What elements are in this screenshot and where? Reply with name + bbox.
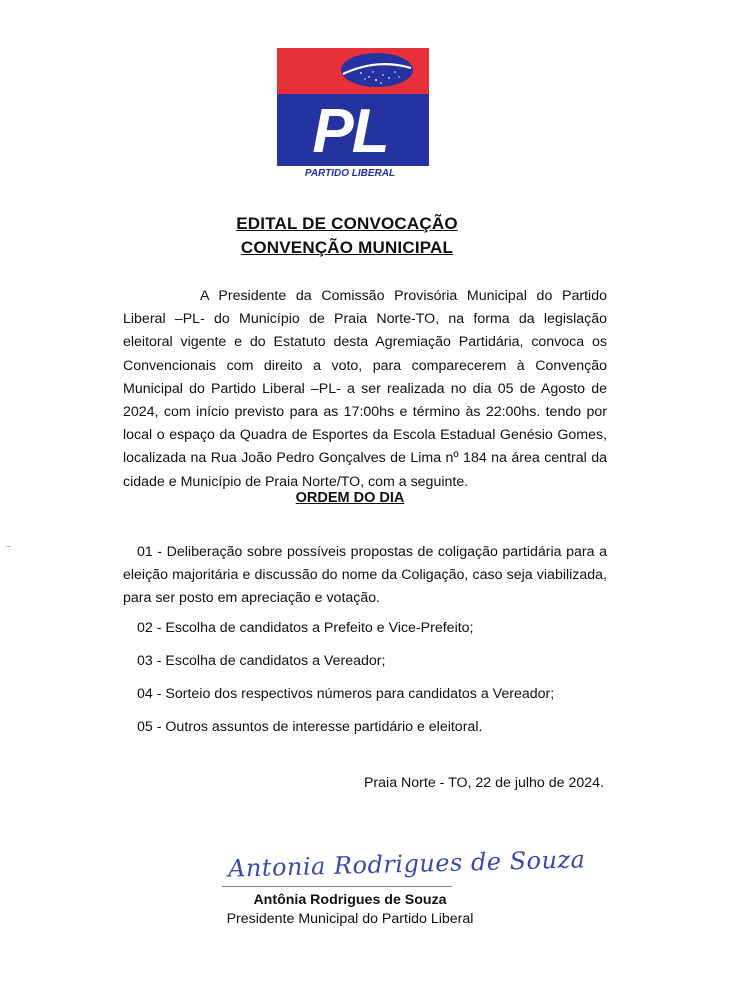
logo-letters: PL (312, 97, 388, 166)
handwritten-signature: Antonia Rodrigues de Souza (227, 845, 586, 883)
logo-caption: PARTIDO LIBERAL (304, 168, 396, 178)
scan-mark (6, 546, 11, 547)
date-line: Praia Norte - TO, 22 de julho de 2024. (363, 775, 604, 791)
signature-line (222, 886, 452, 887)
pl-party-logo (277, 48, 429, 178)
agenda-title: ORDEM DO DIA (295, 490, 405, 506)
notice-subtitle: CONVENÇÃO MUNICIPAL (240, 238, 454, 257)
agenda-item: 05 - Outros assuntos de interesse partidário e eleitoral. (137, 719, 483, 735)
signatory-role: Presidente Municipal do Partido Liberal (226, 911, 474, 927)
notice-title: EDITAL DE CONVOCAÇÃO (236, 214, 458, 233)
agenda-item: 04 - Sorteio dos respectivos números para candidatos a Vereador; (137, 686, 555, 702)
intro-paragraph: A Presidente da Comissão Provisória Municipal do Partido Liberal –PL- do Município de Praia Norte-TO, na forma da legislação eleitoral vigente e do Estatuto desta Agremiação Partidária, convoca os Convencionais com direito a voto, para comparecerem à Convenção Municipal do Partido Liberal –PL- a ser realizada no dia 05 de Agosto de 2024, com início previsto para as 17:00hs e término às 22:00hs. tendo por local o espaço da Quadra de Esportes da Escola Estadual Genésio Gomes, localizada na Rua João Pedro Gonçalves de Lima nº 184 na área central da cidade e Município de Praia Norte/TO, com a seguinte. (123, 288, 607, 490)
agenda-item: 01 - Deliberação sobre possíveis propostas de coligação partidária para a eleição majoritária e discussão do nome da Coligação, caso seja viabilizada, para ser posto em apreciação e votação. (123, 544, 607, 607)
signatory-name: Antônia Rodrigues de Souza (253, 892, 447, 908)
agenda-item: 02 - Escolha de candidatos a Prefeito e Vice-Prefeito; (137, 620, 474, 636)
agenda-item: 03 - Escolha de candidatos a Vereador; (137, 653, 386, 669)
